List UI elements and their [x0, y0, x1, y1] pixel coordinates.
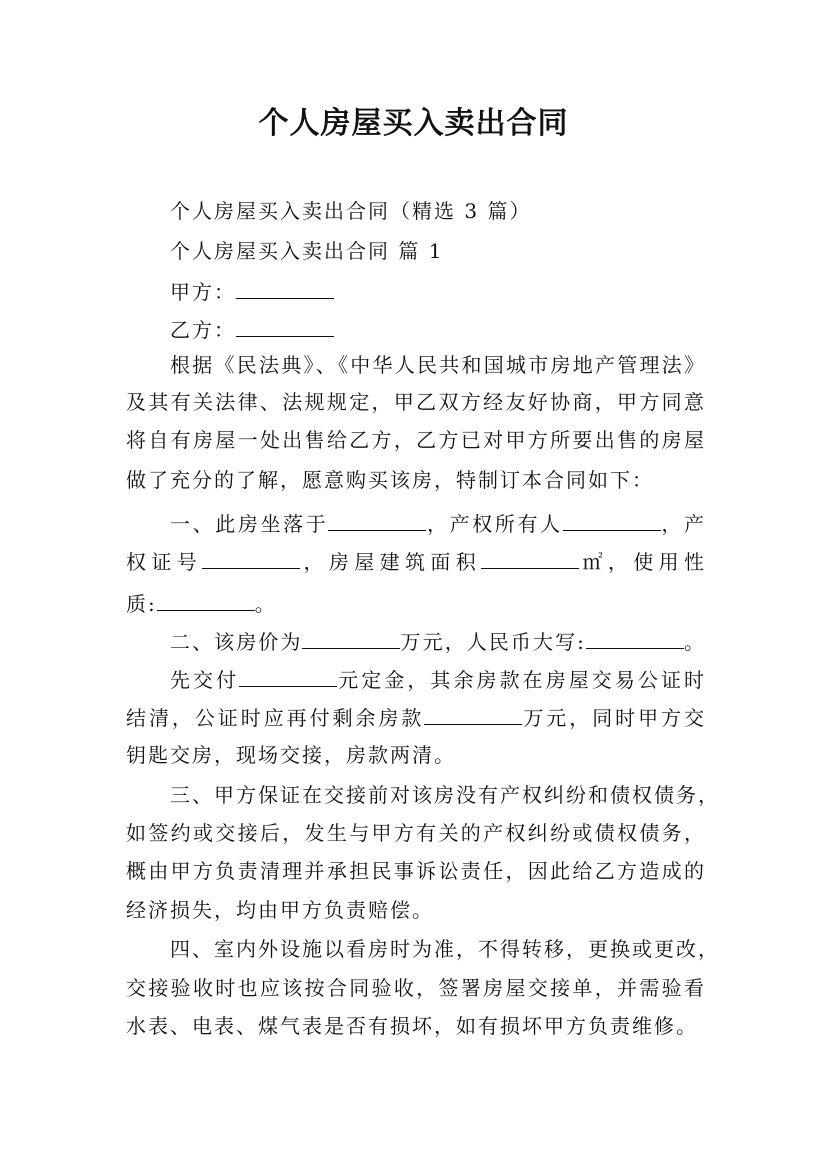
paragraph-line: 经济损失，均由甲方负责赔偿。 — [126, 898, 434, 922]
clause-text: 万元，人民币大写: — [400, 630, 586, 654]
clause-text: 万元，同时甲方交 — [522, 706, 707, 730]
paragraph-line: 如签约或交接后，发生与甲方有关的产权纠纷或债权债务， — [126, 821, 706, 845]
part-heading: 个人房屋买入卖出合同 篇 1 — [170, 239, 444, 263]
price-words-blank — [586, 626, 684, 649]
party-a-line — [170, 276, 706, 307]
clause-2-line-4: 钥匙交房，现场交接，房款两清。 — [126, 743, 456, 767]
paragraph-line: 水表、电表、煤气表是否有损坏，如有损坏甲方负责维修。 — [126, 1014, 698, 1038]
owner-blank — [563, 508, 661, 531]
remaining-blank — [424, 702, 522, 725]
clause-text: ，房屋建筑面积 — [300, 550, 482, 574]
clause-2-line-3 — [126, 702, 706, 733]
price-blank — [302, 626, 400, 649]
party-a-blank — [236, 276, 334, 299]
paragraph-line: 及其有关法律、法规规定，甲乙双方经友好协商，甲方同意 — [126, 390, 706, 414]
area-blank — [481, 546, 579, 569]
address-blank — [328, 508, 426, 531]
party-a-label: 甲方： — [170, 280, 236, 304]
party-b-blank — [236, 314, 334, 337]
certificate-blank — [202, 546, 300, 569]
clause-text: 权证号 — [126, 550, 203, 574]
clause-1-line-1 — [170, 508, 706, 539]
paragraph-line: 交接验收时也应该按合同验收，签署房屋交接单，并需验看 — [126, 976, 706, 1000]
paragraph-line: 做了充分的了解，愿意购买该房，特制订本合同如下： — [126, 468, 654, 492]
clause-text: ㎡，使用性 — [579, 550, 706, 574]
document-subtitle: 个人房屋买入卖出合同（精选 3 篇） — [170, 199, 532, 223]
clause-text: 结清，公证时应再付剩余房款 — [126, 706, 425, 730]
clause-text: ，产 — [660, 512, 706, 536]
clause-text: 。 — [254, 592, 277, 616]
clause-1-line-3 — [126, 588, 706, 619]
paragraph-line: 三、甲方保证在交接前对该房没有产权纠纷和债权债务， — [170, 783, 720, 807]
clause-text: 一、此房坐落于 — [170, 512, 329, 536]
paragraph-line: 四、室内外设施以看房时为准，不得转移，更换或更改， — [170, 937, 720, 961]
clause-text: 。 — [683, 630, 706, 654]
clause-text: 质: — [126, 592, 157, 616]
clause-text: 元定金，其余房款在房屋交易公证时 — [337, 668, 707, 692]
clause-text: 先交付 — [170, 668, 240, 692]
clause-2-line-1 — [170, 626, 706, 657]
clause-text: 二、该房价为 — [170, 630, 303, 654]
paragraph-line: 将自有房屋一处出售给乙方，乙方已对甲方所要出售的房屋 — [126, 428, 706, 452]
paragraph-line: 概由甲方负责清理并承担民事诉讼责任，因此给乙方造成的 — [126, 859, 706, 883]
clause-1-line-2 — [126, 546, 706, 577]
clause-2-line-2 — [170, 664, 706, 695]
party-b-line — [170, 314, 706, 345]
deposit-blank — [239, 664, 337, 687]
document-title: 个人房屋买入卖出合同 — [258, 106, 569, 141]
party-b-label: 乙方： — [170, 318, 236, 342]
usage-blank — [157, 588, 255, 611]
paragraph-line: 根据《民法典》、《中华人民共和国城市房地产管理法》 — [170, 353, 706, 377]
clause-text: ，产权所有人 — [426, 512, 563, 536]
